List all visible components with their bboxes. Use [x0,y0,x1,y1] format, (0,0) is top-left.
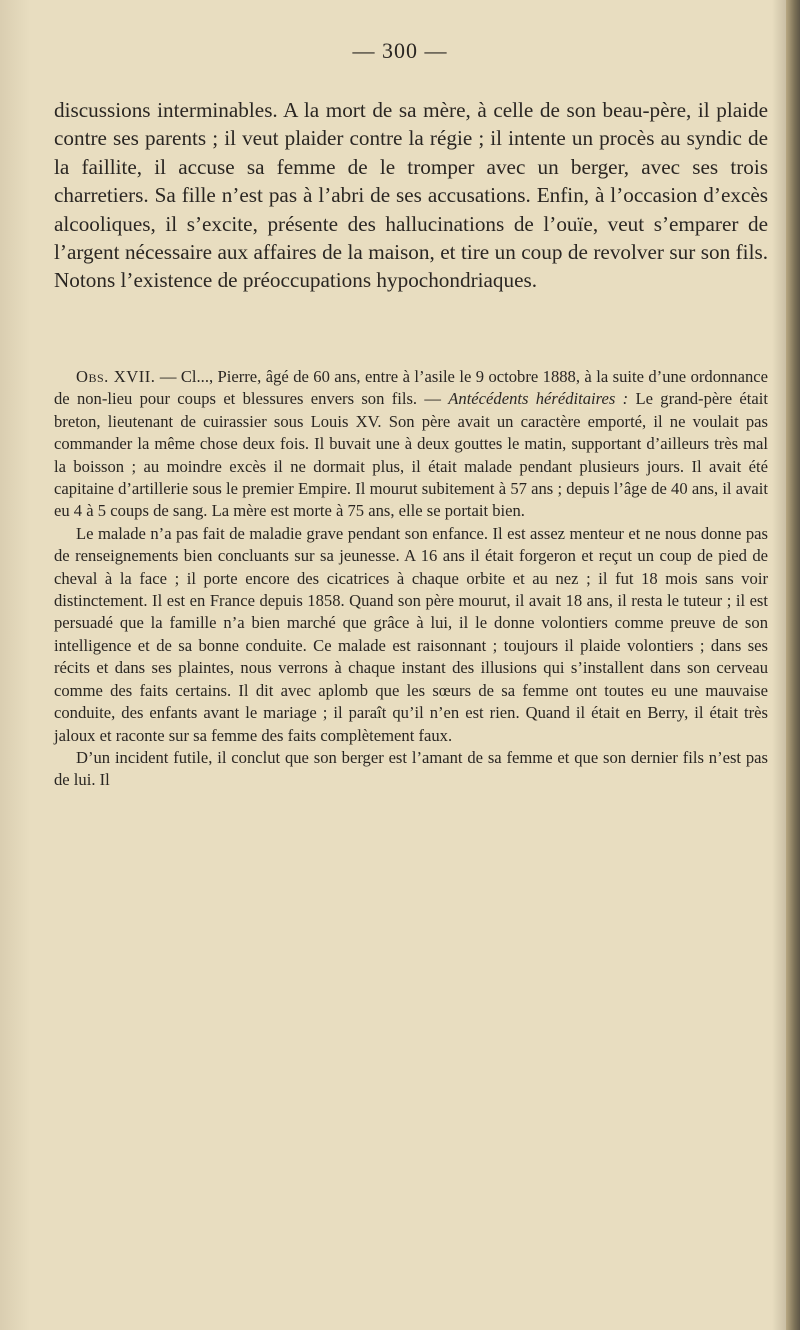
observation-paragraph-2: Le malade n’a pas fait de maladie grave pendant son enfance. Il est assez menteur et ne nous donne pas de renseignements bien concluants sur sa jeunesse. A 16 ans il était forgeron et reçut un coup de pied de cheval à la face ; il porte encore des cicatrices à chaque orbite et au nez ; il fut 18 mois sans voir distinctement. Il est en France depuis 1858. Quand son père mourut, il avait 18 ans, il resta le tuteur ; il est persuadé que la famille n’a bien marché que grâce à lui, il le donne volontiers comme preuve de son intelligence et de sa bonne conduite. Ce malade est raisonnant ; toujours il plaide volontiers ; dans ses récits et dans ses plaintes, nous verrons à chaque instant des illusions qui s’installent dans son cerveau comme des faits certains. Il dit avec aplomb que les sœurs de sa femme ont toutes eu une mauvaise conduite, des enfants avant le mariage ; il paraît qu’il n’en est rien. Quand il était en Berry, il était très jaloux et raconte sur sa femme des faits complètement faux. [54,523,768,745]
antecedents-label: Antécédents héréditaires : [448,389,629,409]
main-text-block [54,96,768,295]
page-binding-edge [786,0,800,1330]
observation-label: Obs. XVII. [76,367,156,386]
observation-paragraph-3: D’un incident futile, il conclut que son berger est l’amant de sa femme et que son dernier fils n’est pas de lui. Il [54,747,768,790]
observation-block [54,366,768,792]
antecedents-text: Le grand-père était breton, lieutenant de cuirassier sous Louis XV. Son père avait un caractère emporté, il ne voulait pas commander la même chose deux fois. Il buvait une à deux gouttes le matin, supportant d’ailleurs très mal la boisson ; au moindre excès il ne dormait plus, il était malade pendant plusieurs jours. Il avait été capitaine d’artillerie sous le premier Empire. Il mourut subitement à 57 ans ; depuis l’âge de 40 ans, il avait eu 4 à 5 coups de sang. La mère est morte à 75 ans, elle se portait bien. [54,389,768,521]
main-paragraph: discussions interminables. A la mort de sa mère, à celle de son beau-père, il plaide contre ses parents ; il veut plaider contre la régie ; il intente un procès au syndic de la faillite, il accuse sa femme de le tromper avec un berger, avec ses trois charretiers. Sa fille n’est pas à l’abri de ses accusations. Enfin, à l’occasion d’excès alcooliques, il s’excite, présente des hallucinations de l’ouïe, veut s’emparer de l’argent nécessaire aux affaires de la maison, et tire un coup de revolver sur son fils. Notons l’existence de préoccupations hypochondriaques. [54,98,768,293]
page-number: — 300 — [352,38,448,63]
observation-intro: — Cl..., Pierre, âgé de 60 ans, entre à l’asile le 9 octobre 1888, à la suite d’une ordonnance de non-lieu pour coups et blessures envers son fils. — [54,367,768,409]
observation-paragraph-1 [54,366,768,523]
